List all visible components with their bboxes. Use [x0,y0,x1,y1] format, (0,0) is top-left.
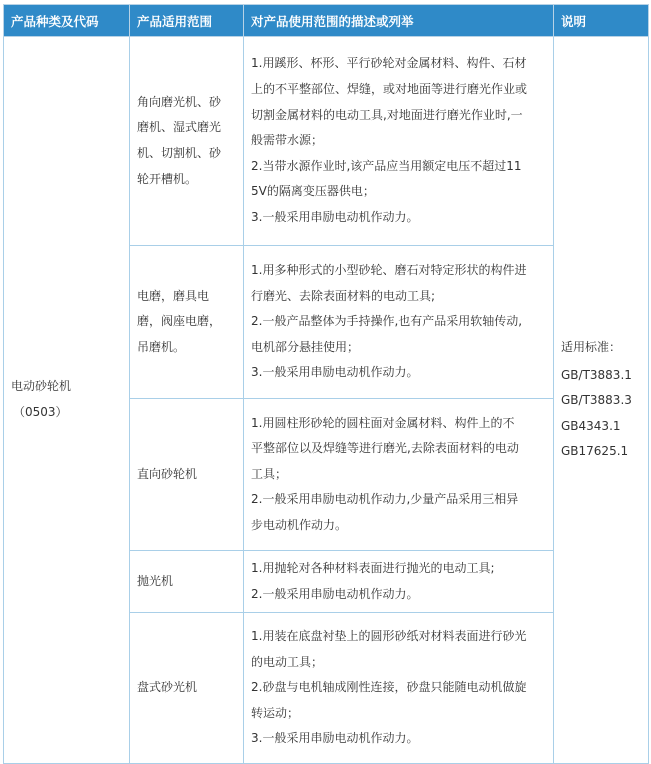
description-line: 平整部位以及焊缝等进行磨光,去除表面材料的电动 [251,441,519,456]
description-line: 3.一般采用串励电动机作动力。 [251,209,419,224]
description-line: 2.一般采用串励电动机作动力。 [251,586,419,601]
scope-line: 电磨，磨具电 [137,288,210,303]
scope-cell [130,613,244,764]
description-line: 1.用装在底盘衬垫上的圆形砂纸对材料表面进行砂光 [251,629,527,644]
scope-line: 机、切割机、砂 [137,146,222,160]
scope-cell [130,246,244,399]
scope-line: 盘式砂光机 [137,680,198,695]
product-spec-table [3,4,649,764]
description-line: 般需带水源； [251,133,324,148]
scope-line: 磨，阀座电磨， [137,314,222,329]
description-cell [244,37,554,246]
description-cell [244,551,554,613]
header-remark: 说明 [554,5,649,37]
description-line: 切割金属材料的电动工具,对地面进行磨光作业时,一 [251,107,523,122]
description-cell [244,399,554,551]
description-line: 电机部分悬挂使用； [251,339,360,354]
header-description: 对产品使用范围的描述或列举 [244,5,554,37]
description-line: 2.一般产品整体为手持操作,也有产品采用软轴传动, [251,314,523,329]
description-line: 5V的隔离变压器供电； [251,184,375,199]
description-cell [244,246,554,399]
header-category: 产品种类及代码 [4,5,130,37]
description-line: 1.用抛轮对各种材料表面进行抛光的电动工具; [251,560,495,575]
standard-item: GB17625.1 [561,444,629,459]
description-line: 2.一般采用串励电动机作动力,少量产品采用三相异 [251,492,519,507]
scope-line: 角向磨光机、砂 [137,94,222,109]
description-line: 2.当带水源作业时,该产品应当用额定电压不超过11 [251,158,522,173]
description-line: 1.用蹊形、杯形、平行砂轮对金属材料、构件、石材 [251,56,527,71]
standard-item: GB4343.1 [561,418,621,433]
scope-cell [130,37,244,246]
table-header-row [4,5,649,37]
header-scope: 产品适用范围 [130,5,244,37]
scope-line: 磨机、湿式磨光 [137,120,222,135]
standard-item: GB/T3883.3 [561,393,632,408]
description-line: 转运动； [251,705,300,720]
description-line: 工具； [251,466,288,481]
description-line: 步电动机作动力。 [251,517,348,532]
scope-line: 抛光机 [137,573,174,588]
description-line: 1.用圆柱形砂轮的圆柱面对金属材料、构件上的不 [251,415,515,430]
description-cell [244,613,554,764]
description-line: 3.一般采用串励电动机作动力。 [251,365,419,380]
standard-item: GB/T3883.1 [561,367,632,382]
remark-cell [554,37,649,764]
table-row [4,37,649,246]
scope-line: 轮开槽机。 [137,171,198,186]
scope-line: 吊磨机。 [137,339,186,354]
remark-title: 适用标准： [561,340,622,355]
description-line: 2.砂盘与电机轴成刚性连接，砂盘只能随电动机做旋 [251,680,527,695]
scope-cell [130,551,244,613]
description-line: 上的不平整部位、焊缝，或对地面等进行磨光作业或 [251,82,528,97]
scope-cell [130,399,244,551]
description-line: 3.一般采用串励电动机作动力。 [251,731,419,746]
scope-line: 直向砂轮机 [137,466,198,481]
description-line: 行磨光、去除表面材料的电动工具; [251,288,436,303]
category-name: 电动砂轮机 [11,379,72,394]
description-line: 的电动工具； [251,654,324,669]
description-line: 1.用多种形式的小型砂轮、磨石对特定形状的构件进 [251,263,527,278]
category-cell [4,37,130,764]
category-code: （0503） [13,405,68,419]
